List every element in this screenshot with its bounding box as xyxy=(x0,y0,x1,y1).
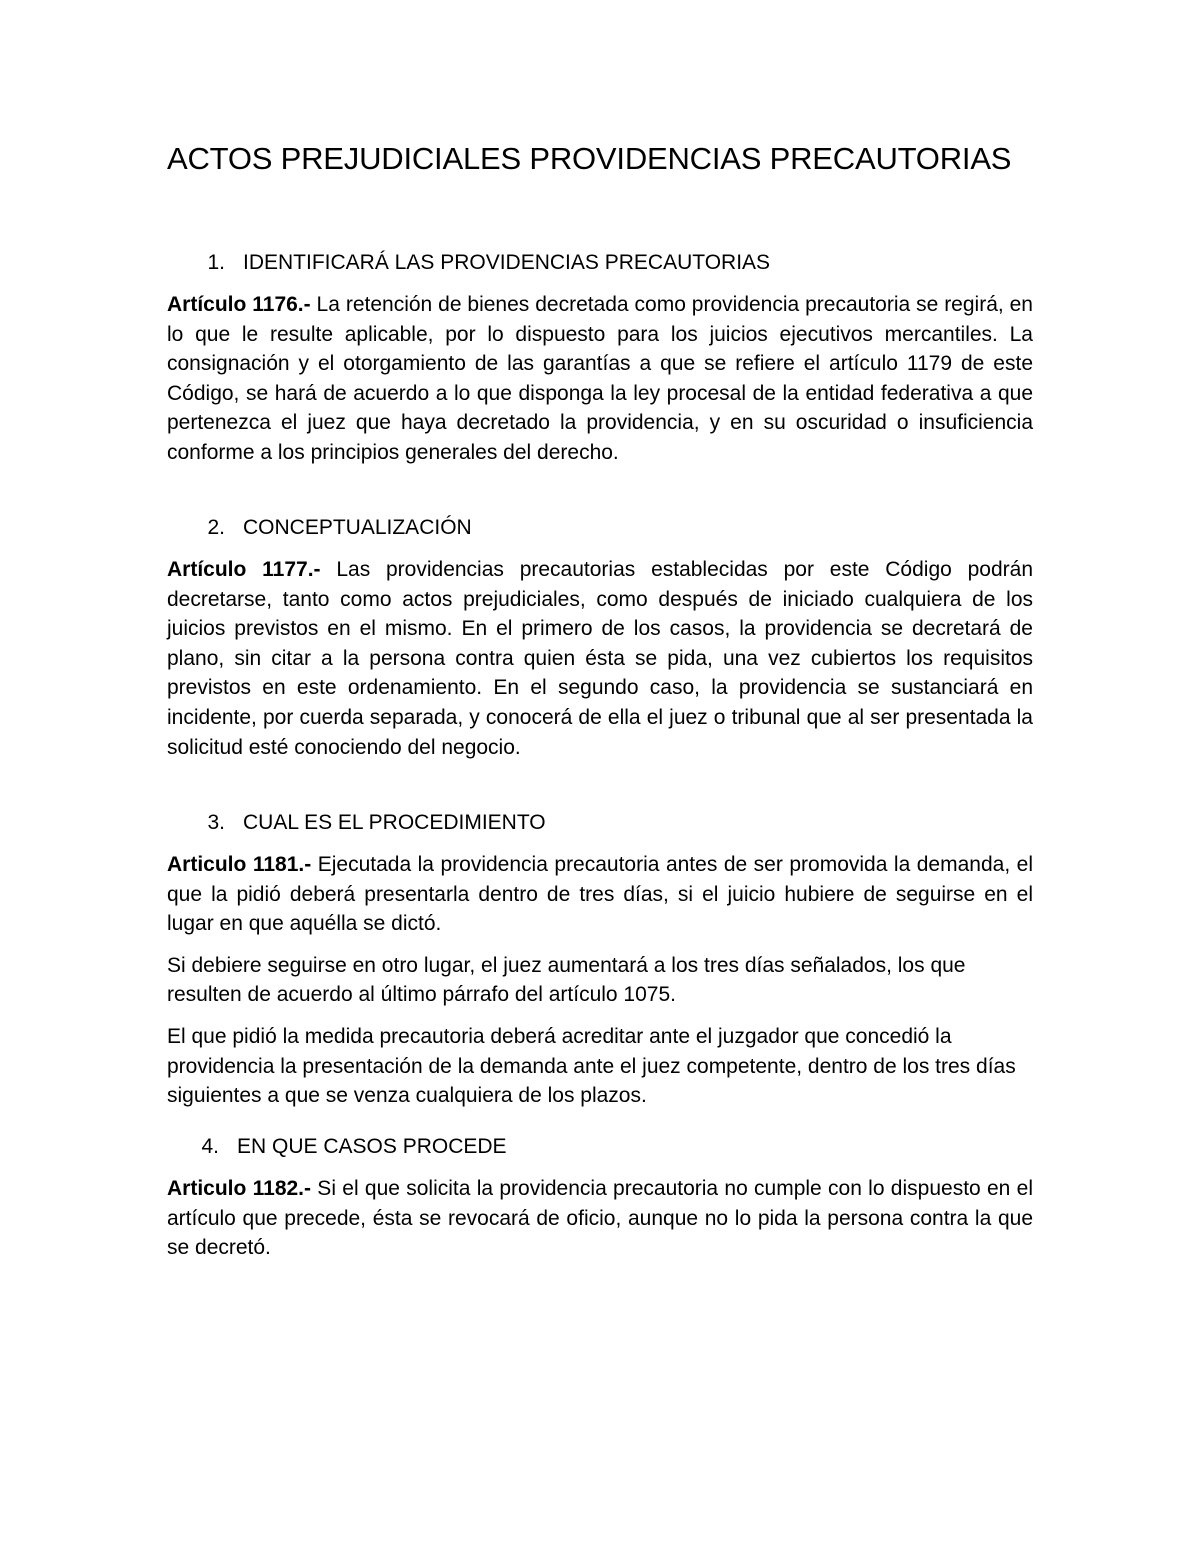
section-heading-text: EN QUE CASOS PROCEDE xyxy=(237,1135,507,1158)
section-4 xyxy=(167,1132,1033,1263)
article-paragraph xyxy=(167,555,1033,762)
article-text: La retención de bienes decretada como providencia precautoria se regirá, en lo que le resulte aplicable, por lo dispuesto para los juicios ejecutivos mercantiles. La consignación y el otorgamiento de las garantías a que se refiere el artículo 1179 de este Código, se hará de acuerdo a lo que disponga la ley procesal de la entidad federativa a que pertenezca el juez que haya decretado la providencia, y en su oscuridad o insuficiencia conforme a los principios generales del derecho. xyxy=(167,293,1033,464)
section-heading xyxy=(167,808,1033,838)
article-paragraph xyxy=(167,1174,1033,1263)
section-heading-text: IDENTIFICARÁ LAS PROVIDENCIAS PRECAUTORIAS xyxy=(243,251,771,274)
article-label: Articulo 1182.- xyxy=(167,1177,312,1200)
section-heading-text: CONCEPTUALIZACIÓN xyxy=(243,516,472,539)
article-label: Articulo 1181.- xyxy=(167,853,312,876)
section-1 xyxy=(167,248,1033,468)
article-label: Artículo 1176.- xyxy=(167,293,311,316)
section-heading xyxy=(167,248,1033,278)
article-paragraph xyxy=(167,290,1033,468)
section-number: 3. xyxy=(207,811,225,834)
section-heading-text: CUAL ES EL PROCEDIMIENTO xyxy=(243,811,546,834)
section-3 xyxy=(167,808,1033,1111)
article-text: Ejecutada la providencia precautoria antes de ser promovida la demanda, el que la pidió deberá presentarla dentro de tres días, si el juicio hubiere de seguirse en el lugar en que aquélla se dictó. xyxy=(167,853,1033,936)
paragraph: Si debiere seguirse en otro lugar, el juez aumentará a los tres días señalados, los que resulten de acuerdo al último párrafo del artículo 1075. xyxy=(167,953,966,1007)
article-text: Las providencias precautorias establecidas por este Código podrán decretarse, tanto como actos prejudiciales, como después de iniciado cualquiera de los juicios previstos en el mismo. En el primero de los casos, la providencia se decretará de plano, sin citar a la persona contra quien ésta se pida, una vez cubiertos los requisitos previstos en este ordenamiento. En el segundo caso, la providencia se sustanciará en incidente, por cuerda separada, y conocerá de ella el juez o tribunal que al ser presentada la solicitud esté conociendo del negocio. xyxy=(167,558,1033,759)
article-label: Artículo 1177.- xyxy=(167,558,321,581)
section-heading xyxy=(167,1132,1033,1162)
section-number: 1. xyxy=(207,251,225,274)
document-title: ACTOS PREJUDICIALES PROVIDENCIAS PRECAUTORIAS xyxy=(167,141,1012,176)
article-paragraph xyxy=(167,850,1033,939)
article-text: Si el que solicita la providencia precautoria no cumple con lo dispuesto en el artículo que precede, ésta se revocará de oficio, aunque no lo pida la persona contra la que se decretó. xyxy=(167,1177,1033,1260)
section-2 xyxy=(167,513,1033,762)
section-number: 2. xyxy=(207,516,225,539)
paragraph: El que pidió la medida precautoria deberá acreditar ante el juzgador que concedió la providencia la presentación de la demanda ante el juez competente, dentro de los tres días siguientes a que se venza cualquiera de los plazos. xyxy=(167,1024,1016,1108)
section-heading xyxy=(167,513,1033,543)
section-number: 4. xyxy=(201,1135,219,1158)
